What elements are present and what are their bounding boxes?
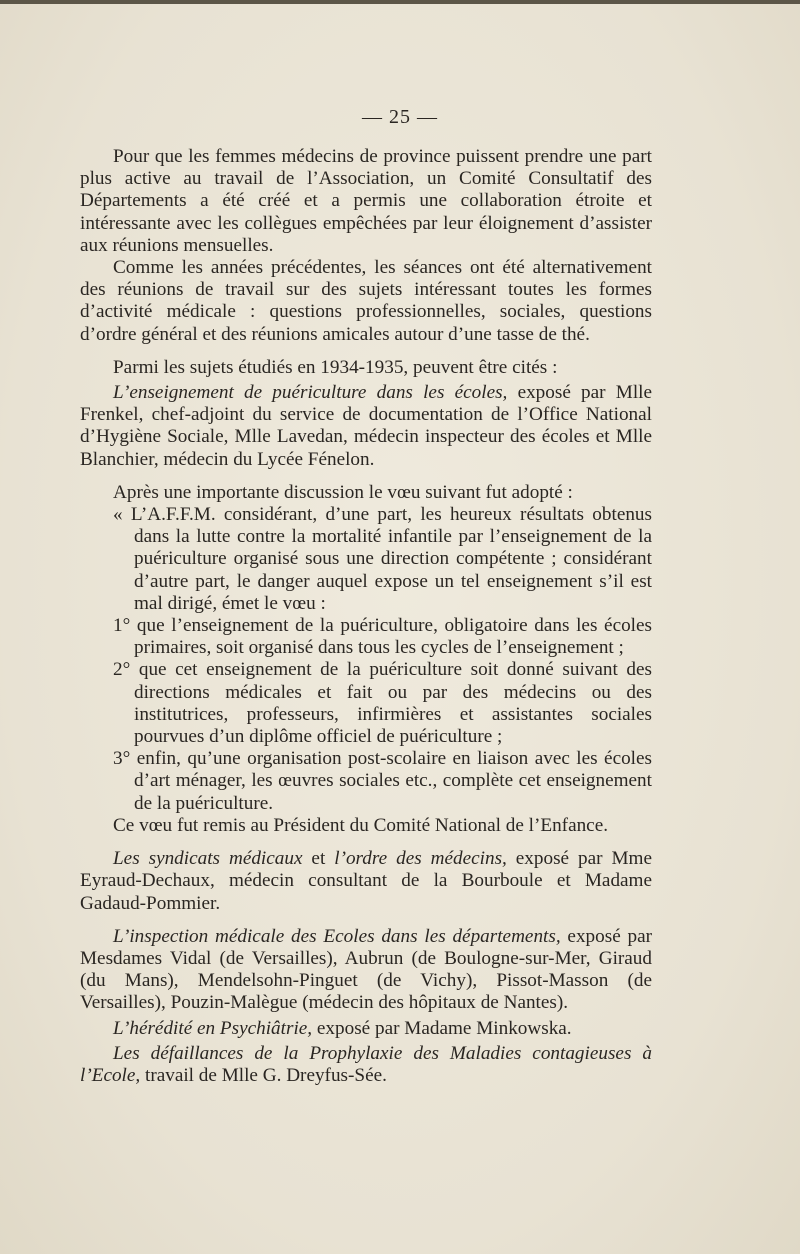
text-heredite: exposé par Madame Minkowska. bbox=[312, 1017, 572, 1039]
text-syndicats: exposé par Mme Eyraud-Dechaux, médecin consultant de la Bourboule et Madame Gadaud-Pommier. bbox=[80, 848, 652, 914]
paragraph-inspection bbox=[80, 926, 652, 1015]
title-puericulture: L’enseignement de puériculture dans les écoles, bbox=[113, 382, 508, 404]
text-puericulture: exposé par Mlle Frenkel, chef-adjoint du service de documentation de l’Office National d’Hygiène Sociale, Mlle Lavedan, médecin inspecteur des écoles et Mlle Blanchier, médecin du Lycée Fénelon. bbox=[80, 382, 652, 470]
text-syndicats-joiner: et bbox=[302, 848, 335, 870]
paragraph-defaillances bbox=[80, 1043, 652, 1087]
paragraph-discussion: Après une importante discussion le vœu suivant fut adopté : bbox=[113, 481, 573, 503]
voeu-item-2: 2° que cet enseignement de la puériculture soit donné suivant des directions médicales et fait ou par des médecins ou des institutrices, professeurs, infirmières et assistantes sociales pourvues d’un diplôme officiel de puériculture ; bbox=[113, 659, 652, 748]
paragraph-sujets-intro: Parmi les sujets étudiés en 1934-1935, peuvent être cités : bbox=[113, 356, 558, 378]
title-inspection: L’inspection médicale des Ecoles dans les départements, bbox=[113, 925, 561, 947]
paragraph-voeu-remis: Ce vœu fut remis au Président du Comité National de l’Enfance. bbox=[113, 814, 609, 836]
paragraph-syndicats bbox=[80, 848, 652, 915]
text-inspection: exposé par Mesdames Vidal (de Versailles), Aubrun (de Boulogne-sur-Mer, Giraud (du Mans), Mendelsohn-Pinguet (de Vichy), Pissot-Masson (de Versailles), Pouzin-Malègue (médecin des hôpitaux de Nantes). bbox=[80, 925, 652, 1014]
paragraph-puericulture bbox=[80, 382, 652, 471]
paragraph-comite-consultatif: Pour que les femmes médecins de province puissent prendre une part plus active au travail de l’Association, un Comité Consultatif des Départements a été créé et a permis une collaboration étroite et intéressante avec les collègues empêchées par leur éloignement d’assister aux réunions mensuelles. bbox=[80, 146, 652, 256]
paragraph-seances: Comme les années précédentes, les séances ont été alternativement des réunions de travail sur des sujets intéressant toutes les formes d’activité médicale : questions professionnelles, sociales, questions d’ordre général et des réunions amicales autour d’une tasse de thé. bbox=[80, 257, 652, 345]
paragraph-heredite bbox=[80, 1018, 652, 1040]
voeu-item-1: 1° que l’enseignement de la puériculture, obligatoire dans les écoles primaires, soit organisé dans tous les cycles de l’enseignement ; bbox=[113, 615, 652, 659]
voeu-item-3: 3° enfin, qu’une organisation post-scolaire en liaison avec les écoles d’art ménager, les œuvres sociales etc., complète cet enseignement de la puériculture. bbox=[113, 748, 652, 814]
title-heredite: L’hérédité en Psychiâtrie, bbox=[113, 1017, 313, 1039]
title-defaillances: Les défaillances de la Prophylaxie des Maladies contagieuses à l’Ecole, bbox=[80, 1042, 652, 1086]
top-edge-line bbox=[0, 0, 800, 4]
page-body bbox=[80, 146, 652, 1087]
paragraph-voeu: « L’A.F.F.M. considérant, d’une part, les heureux résultats obtenus dans la lutte contre la mortalité infantile par l’enseignement de la puériculture organisé sous une direction compétente ; considérant d’autre part, le danger auquel expose un tel enseignement s’il est mal dirigé, émet le vœu : bbox=[113, 504, 652, 614]
title-ordre: l’ordre des médecins, bbox=[334, 848, 507, 870]
page-number: — 25 — bbox=[362, 106, 438, 128]
text-defaillances: travail de Mlle G. Dreyfus-Sée. bbox=[140, 1064, 387, 1086]
title-syndicats: Les syndicats médicaux bbox=[113, 848, 303, 870]
